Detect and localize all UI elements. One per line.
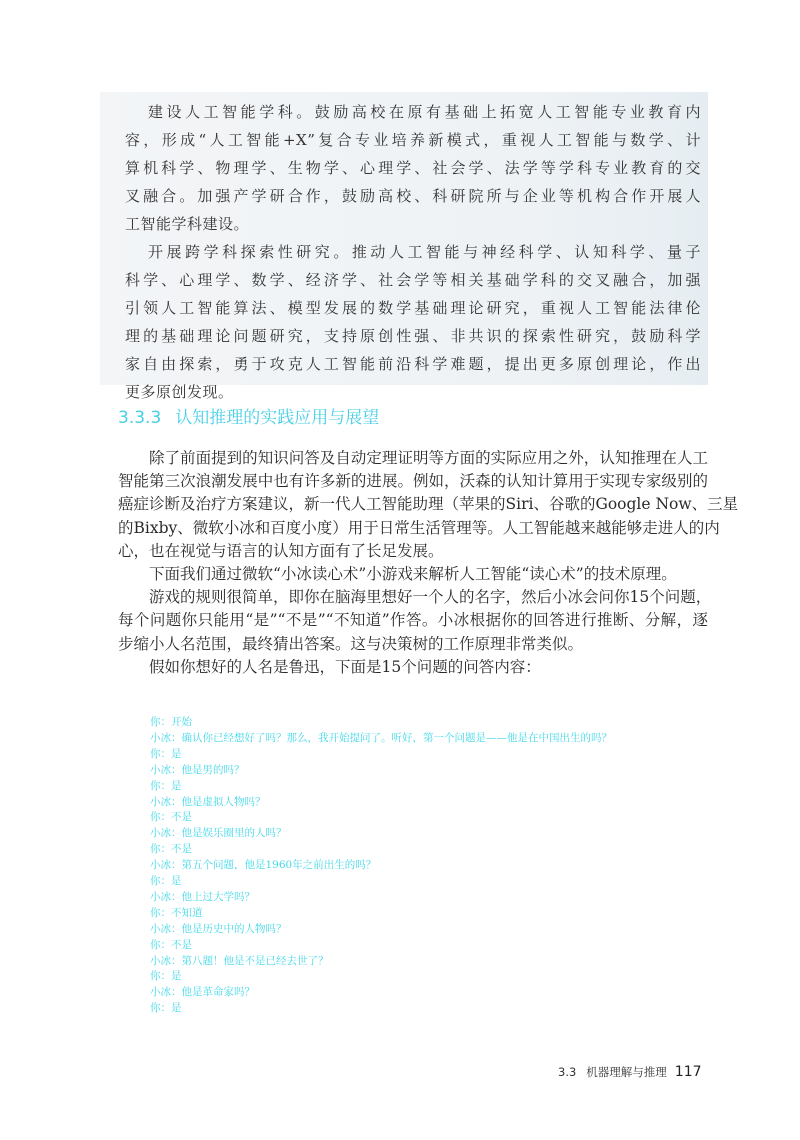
dialogue-line: 你：不知道	[150, 906, 203, 919]
body-text-line: 智能第三次浪潮发展中也有许多新的进展。例如，沃森的认知计算用于实现专家级别的	[118, 472, 708, 491]
policy-excerpt-box	[100, 92, 708, 401]
body-text-line: 步缩小人名范围，最终猜出答案。这与决策树的工作原理非常类似。	[118, 634, 584, 653]
body-text-line: 每个问题你只能用“是”“不是”“不知道”作答。小冰根据你的回答进行推断、分解，逐	[118, 611, 708, 630]
body-text-line: 游戏的规则很简单，即你在脑海里想好一个人的名字，然后小冰会问你15个问题，	[149, 588, 712, 607]
section-title: 认知推理的实践应用与展望	[175, 408, 380, 428]
dialogue-line: 你：是	[150, 875, 182, 887]
dialogue-line: 你：不是	[150, 938, 192, 951]
dialogue-line: 你：是	[150, 970, 182, 983]
dialogue-line: 你：是	[150, 747, 182, 760]
body-text-line: 除了前面提到的知识问答及自动定理证明等方面的实际应用之外，认知推理在人工	[149, 449, 708, 467]
box-text-line: 开展跨学科探索性研究。推动人工智能与神经科学、认知科学、量子	[148, 243, 701, 261]
box-text-line: 理的基础理论问题研究，支持原创性强、非共识的探索性研究，鼓励科学	[125, 327, 701, 345]
box-text-line: 引领人工智能算法、模型发展的数学基础理论研究，重视人工智能法律伦	[125, 299, 701, 317]
footer-section-number: 3.3	[558, 1065, 577, 1079]
page-footer	[558, 1064, 702, 1080]
dialogue-line: 小冰：第八题！他是不是已经去世了？	[150, 954, 329, 967]
box-text-line: 叉融合。加强产学研合作，鼓励高校、科研院所与企业等机构合作开展人	[125, 187, 701, 205]
dialogue-line: 小冰：第五个问题，他是1960年之前出生的吗？	[150, 859, 377, 872]
box-text-line: 容，形成“人工智能+X”复合专业培养新模式，重视人工智能与数学、计	[125, 131, 701, 149]
box-text-line: 算机科学、物理学、生物学、心理学、社会学、法学等学科专业教育的交	[125, 159, 701, 177]
box-text-line: 工智能学科建设。	[125, 215, 250, 233]
dialogue-line: 你：不是	[150, 843, 192, 856]
body-text-line: 下面我们通过微软“小冰读心术”小游戏来解析人工智能“读心术”的技术原理。	[149, 565, 677, 583]
dialogue-line: 小冰：他是虚拟人物吗？	[150, 795, 266, 808]
page-number: 117	[674, 1064, 702, 1080]
dialogue-line: 小冰：他是革命家吗？	[150, 986, 255, 999]
footer-chapter-title: 机器理解与推理	[586, 1065, 667, 1079]
body-text-line: 的Bixby、微软小冰和百度小度）用于日常生活管理等。人工智能越来越能够走进人的内	[118, 518, 720, 537]
dialogue-line: 小冰：他上过大学吗？	[150, 890, 255, 903]
section-heading	[118, 403, 379, 428]
dialogue-line: 你：开始	[150, 716, 192, 728]
dialogue-line: 小冰：确认你已经想好了吗？那么，我开始提问了。听好，第一个问题是——他是在中国出生的吗？	[150, 731, 612, 744]
body-text-line: 癌症诊断及治疗方案建议，新一代人工智能助理（苹果的Siri、谷歌的Google Now、三星	[118, 495, 739, 514]
body-text-line: 假如你想好的人名是鲁迅，下面是15个问题的问答内容：	[149, 657, 541, 676]
body-text-line: 心，也在视觉与语言的认知方面有了长足发展。	[118, 541, 444, 560]
dialogue-line: 小冰：他是男的吗？	[150, 763, 245, 776]
dialogue-line: 小冰：他是娱乐圈里的人吗？	[150, 827, 287, 840]
box-text-line: 家自由探索，勇于攻克人工智能前沿科学难题，提出更多原创理论，作出	[125, 355, 701, 373]
box-text-line: 更多原创发现。	[125, 383, 234, 401]
box-text-line: 科学、心理学、数学、经济学、社会学等相关基础学科的交叉融合，加强	[125, 271, 701, 289]
dialogue-line: 小冰：他是历史中的人物吗？	[150, 922, 287, 935]
box-text-line: 建设人工智能学科。鼓励高校在原有基础上拓宽人工智能专业教育内	[148, 103, 701, 121]
dialogue-line: 你：是	[150, 1002, 182, 1015]
section-number: 3.3.3	[118, 408, 162, 428]
dialogue-line: 你：是	[150, 779, 182, 792]
dialogue-line: 你：不是	[150, 811, 192, 824]
